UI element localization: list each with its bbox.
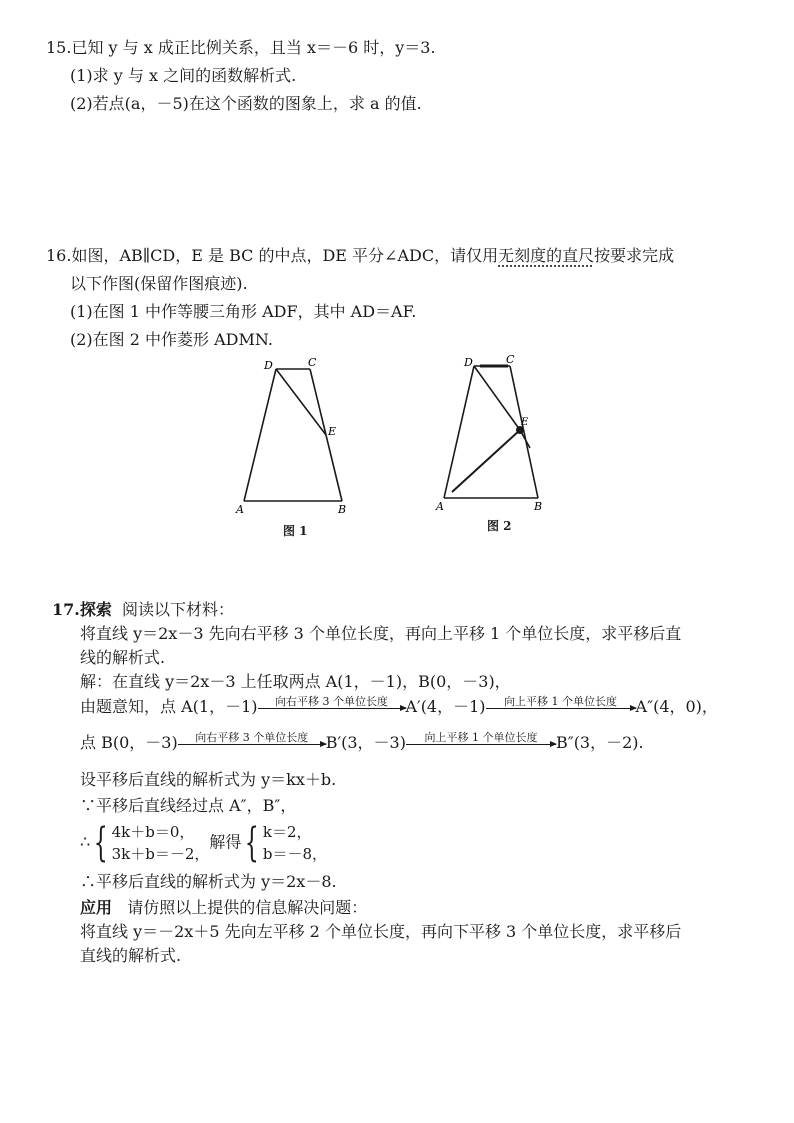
fig2-segment-de <box>474 366 520 430</box>
q16-part1: (1)在图 1 中作等腰三角形 ADF，其中 AD＝AF. <box>70 302 417 321</box>
q17-l4-end: A″(4，0)， <box>635 697 718 716</box>
q16-stem-dotted: 无刻度的直尺 <box>498 246 595 265</box>
q17-line7: ∵平移后直线经过点 A″，B″， <box>80 796 297 815</box>
q17-apply-line1: 将直线 y＝－2x＋5 先向左平移 2 个单位长度，再向下平移 3 个单位长度，求平移后 <box>80 922 682 941</box>
fig1-label-c: C <box>308 356 317 369</box>
fig2-caption: 图 2 <box>487 519 512 533</box>
fig2-side-ad <box>444 366 474 498</box>
q17-l4-pre: 由题意知，点 A(1，－1) <box>80 697 258 716</box>
fig1-label-b: B <box>338 503 347 516</box>
q17-line6: 设平移后直线的解析式为 y＝kx＋b. <box>80 770 337 789</box>
arrow-right-3-b-label: 向右平移 3 个单位长度 <box>195 731 309 744</box>
q17-line1: 将直线 y＝2x－3 先向右平移 3 个单位长度，再向上平移 1 个单位长度，求平移后直 <box>80 624 682 643</box>
q17-line4 <box>80 696 718 718</box>
figure-1 <box>230 355 360 525</box>
q17-line9: ∴平移后直线的解析式为 y＝2x－8. <box>80 872 337 891</box>
fig1-label-d: D <box>264 359 273 372</box>
arrow-up-1-a <box>486 696 636 718</box>
q17-read: 阅读以下材料： <box>122 600 235 619</box>
q15-part2: (2)若点(a，－5)在这个函数的图象上，求 a 的值. <box>70 94 422 113</box>
q17-sol-1: k＝2， <box>262 822 312 841</box>
q17-solve: 解得 <box>209 832 242 852</box>
q17-l4-mid: A′(4，－1) <box>405 697 486 716</box>
q15-part1: (1)求 y 与 x 之间的函数解析式. <box>70 66 297 85</box>
q17-system-1 <box>112 821 210 865</box>
q17-l5-mid: B′(3，－3) <box>325 733 406 752</box>
fig1-side-ad <box>244 369 276 501</box>
brace-left-icon: { <box>93 819 108 866</box>
q17-apply-line2: 直线的解析式. <box>80 946 182 965</box>
q17-eq-1: 4k＋b＝0， <box>111 822 195 841</box>
arrow-right-3-b <box>178 732 326 754</box>
q17-line3: 解：在直线 y＝2x－3 上任取两点 A(1，－1)，B(0，－3)， <box>80 672 511 691</box>
fig2-label-b: B <box>534 500 543 513</box>
fig2-label-e: E <box>521 417 529 428</box>
q17-therefore: ∴ <box>80 832 91 851</box>
q17-eq-2: 3k＋b＝－2， <box>111 844 210 863</box>
q17-heading <box>52 600 234 620</box>
fig2-segment-ae <box>452 430 520 492</box>
arrow-right-3-a <box>258 696 406 718</box>
fig2-label-d: D <box>464 356 473 369</box>
q17-apply <box>80 898 367 918</box>
q17-sol-2: b＝－8， <box>262 844 328 863</box>
q17-l5-pre: 点 B(0，－3) <box>80 733 178 752</box>
fig1-label-a: A <box>236 503 244 516</box>
q16-part2: (2)在图 2 中作菱形 ADMN. <box>70 330 273 349</box>
q16-stem-a: 16.如图，AB∥CD，E 是 BC 的中点，DE 平分∠ADC，请仅用 <box>46 246 499 265</box>
fig2-label-a: A <box>436 500 444 513</box>
q17-l5-end: B″(3，－2). <box>555 733 644 752</box>
figure-2 <box>430 352 560 522</box>
arrow-up-1-b <box>406 732 556 754</box>
fig1-caption: 图 1 <box>283 524 308 538</box>
arrow-right-3-a-label: 向右平移 3 个单位长度 <box>275 695 388 708</box>
fig2-side-bc <box>510 366 538 498</box>
q17-system <box>80 818 327 867</box>
q15-stem: 15.已知 y 与 x 成正比例关系，且当 x＝－6 时，y＝3. <box>46 38 436 57</box>
arrow-up-1-b-label: 向上平移 1 个单位长度 <box>424 731 538 744</box>
q16-stem-line1 <box>46 246 674 266</box>
q17-line5 <box>80 732 644 754</box>
q17-apply-title: 应用 <box>80 898 113 917</box>
q17-line2: 线的解析式. <box>80 648 166 667</box>
q16-stem-b: 按要求完成 <box>594 246 675 265</box>
q17-system-2 <box>263 821 327 865</box>
fig2-label-c: C <box>506 353 515 366</box>
q16-stem-line2: 以下作图(保留作图痕迹). <box>70 274 248 293</box>
fig1-label-e: E <box>328 425 337 438</box>
brace-left-icon-2: { <box>245 819 260 866</box>
arrow-up-1-a-label: 向上平移 1 个单位长度 <box>504 695 618 708</box>
q17-title: 17.探索 <box>52 600 112 619</box>
q17-apply-text: 请仿照以上提供的信息解决问题： <box>127 898 368 917</box>
